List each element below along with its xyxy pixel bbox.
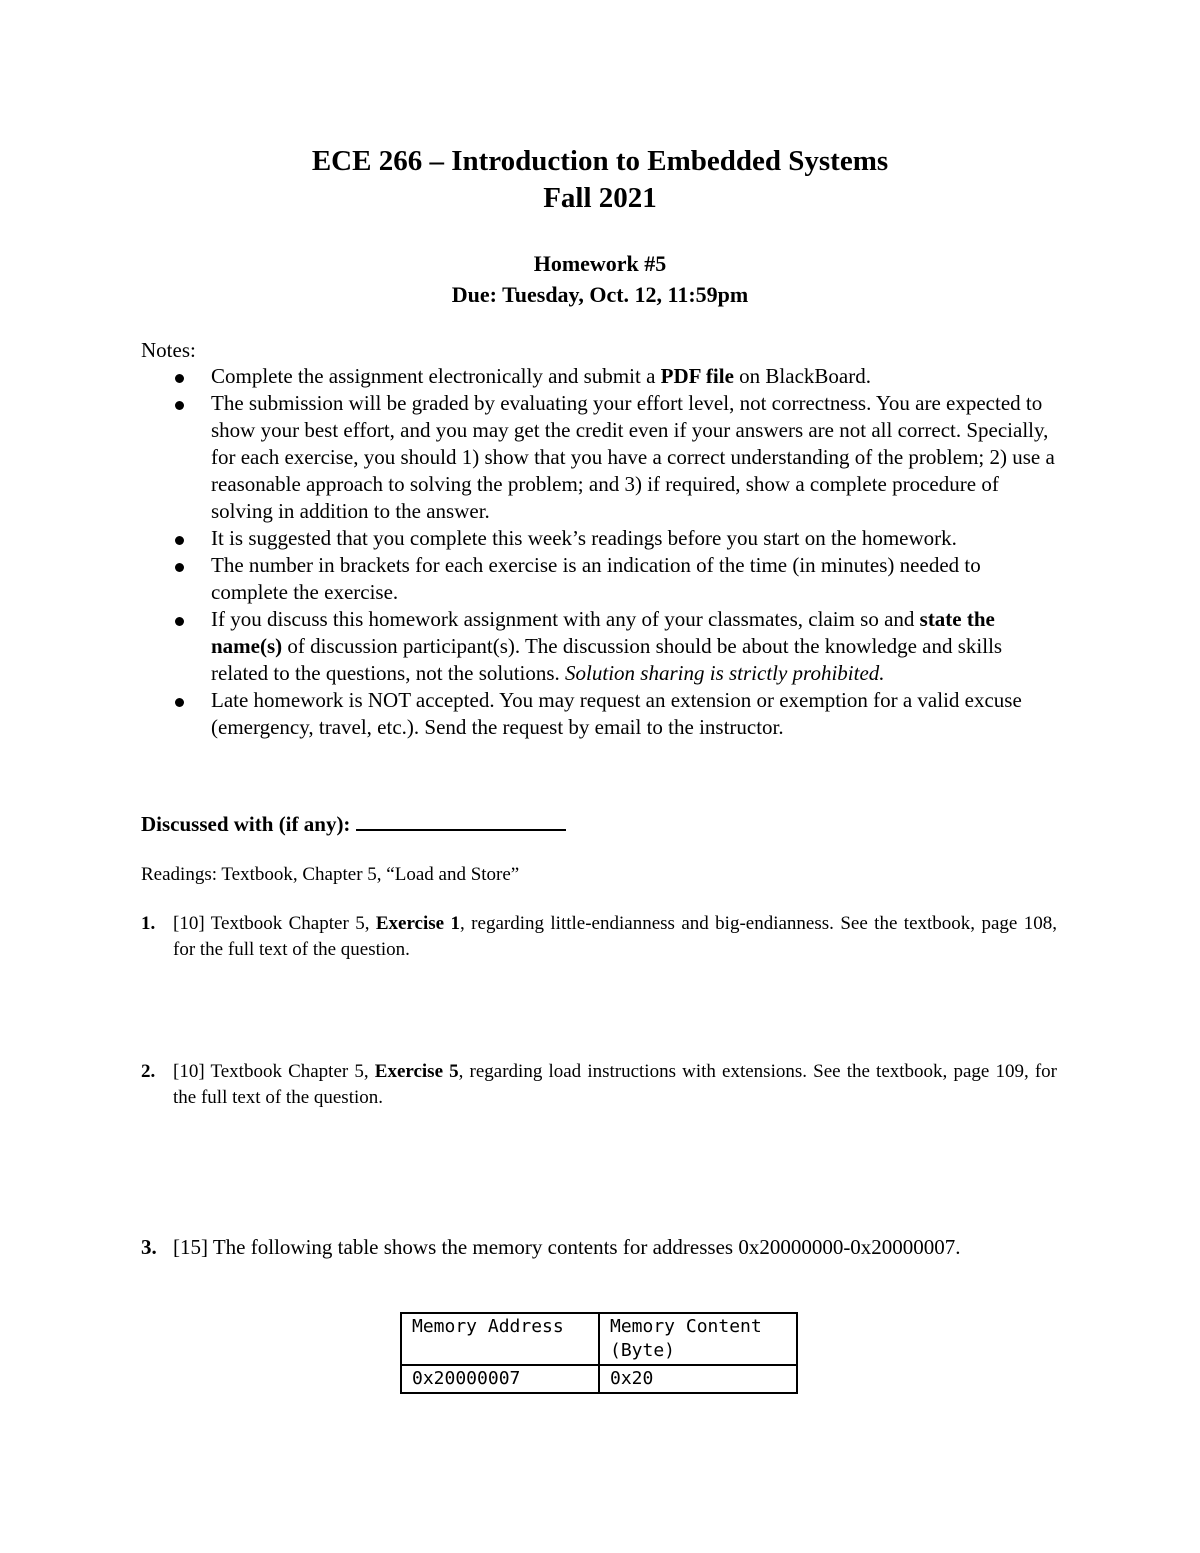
readings: Readings: Textbook, Chapter 5, “Load and Store” bbox=[141, 864, 520, 885]
table-header-row bbox=[401, 1313, 797, 1365]
bullet-icon bbox=[175, 401, 184, 410]
term: Fall 2021 bbox=[543, 182, 657, 214]
due-date: Due: Tuesday, Oct. 12, 11:59pm bbox=[451, 282, 749, 307]
note-item: Complete the assignment electronically and submit a PDF file on BlackBoard. bbox=[141, 363, 1061, 390]
question-number: 1. bbox=[141, 913, 156, 934]
question-1 bbox=[141, 911, 1057, 963]
question-2 bbox=[141, 1059, 1057, 1111]
notes-list bbox=[141, 363, 1061, 741]
column-header: Memory Address bbox=[401, 1313, 599, 1365]
memory-table bbox=[400, 1312, 798, 1394]
question-text: [10] Textbook Chapter 5, Exercise 5, regarding load instructions with extensions. See the textbook, page 109, for the full text of the question. bbox=[173, 1061, 1057, 1108]
question-number: 2. bbox=[141, 1061, 156, 1082]
note-item: The number in brackets for each exercise is an indication of the time (in minutes) needed to complete the exercise. bbox=[141, 552, 1061, 606]
column-header: Memory Content (Byte) bbox=[599, 1313, 797, 1365]
note-item: If you discuss this homework assignment with any of your classmates, claim so and state the name(s) of discussion participant(s). The discussion should be about the knowledge and skills related to the questions, not the solutions. Solution sharing is strictly prohibited. bbox=[141, 606, 1061, 687]
discussed-with-field bbox=[141, 807, 566, 839]
discussed-with-blank[interactable] bbox=[356, 807, 566, 831]
notes-label: Notes: bbox=[141, 338, 196, 362]
question-text: [15] The following table shows the memory contents for addresses 0x20000000-0x20000007. bbox=[173, 1235, 961, 1259]
question-text: [10] Textbook Chapter 5, Exercise 1, regarding little-endianness and big-endianness. See the textbook, page 108, for the full text of the question. bbox=[173, 913, 1057, 960]
table-row bbox=[401, 1365, 797, 1393]
discussed-with-label: Discussed with (if any): bbox=[141, 812, 351, 836]
bullet-icon bbox=[175, 563, 184, 572]
course-title: ECE 266 – Introduction to Embedded Systems bbox=[311, 145, 889, 177]
homework-number: Homework #5 bbox=[533, 251, 667, 276]
bullet-icon bbox=[175, 617, 184, 626]
note-item: Late homework is NOT accepted. You may request an extension or exemption for a valid excuse (emergency, travel, etc.). Send the request by email to the instructor. bbox=[141, 687, 1061, 741]
bullet-icon bbox=[175, 536, 184, 545]
note-item: It is suggested that you complete this week’s readings before you start on the homework. bbox=[141, 525, 1061, 552]
bullet-icon bbox=[175, 374, 184, 383]
note-item: The submission will be graded by evaluating your effort level, not correctness. You are expected to show your best effort, and you may get the credit even if your answers are not all correct. Specially, for each exercise, you should 1) show that you have a correct understanding of the problem; 2) use a reasonable approach to solving the problem; and 3) if required, show a complete procedure of solving in addition to the answer. bbox=[141, 390, 1061, 525]
question-3 bbox=[141, 1234, 1057, 1261]
table-cell: 0x20000007 bbox=[401, 1365, 599, 1393]
table-cell: 0x20 bbox=[599, 1365, 797, 1393]
bullet-icon bbox=[175, 698, 184, 707]
question-number: 3. bbox=[141, 1235, 157, 1259]
